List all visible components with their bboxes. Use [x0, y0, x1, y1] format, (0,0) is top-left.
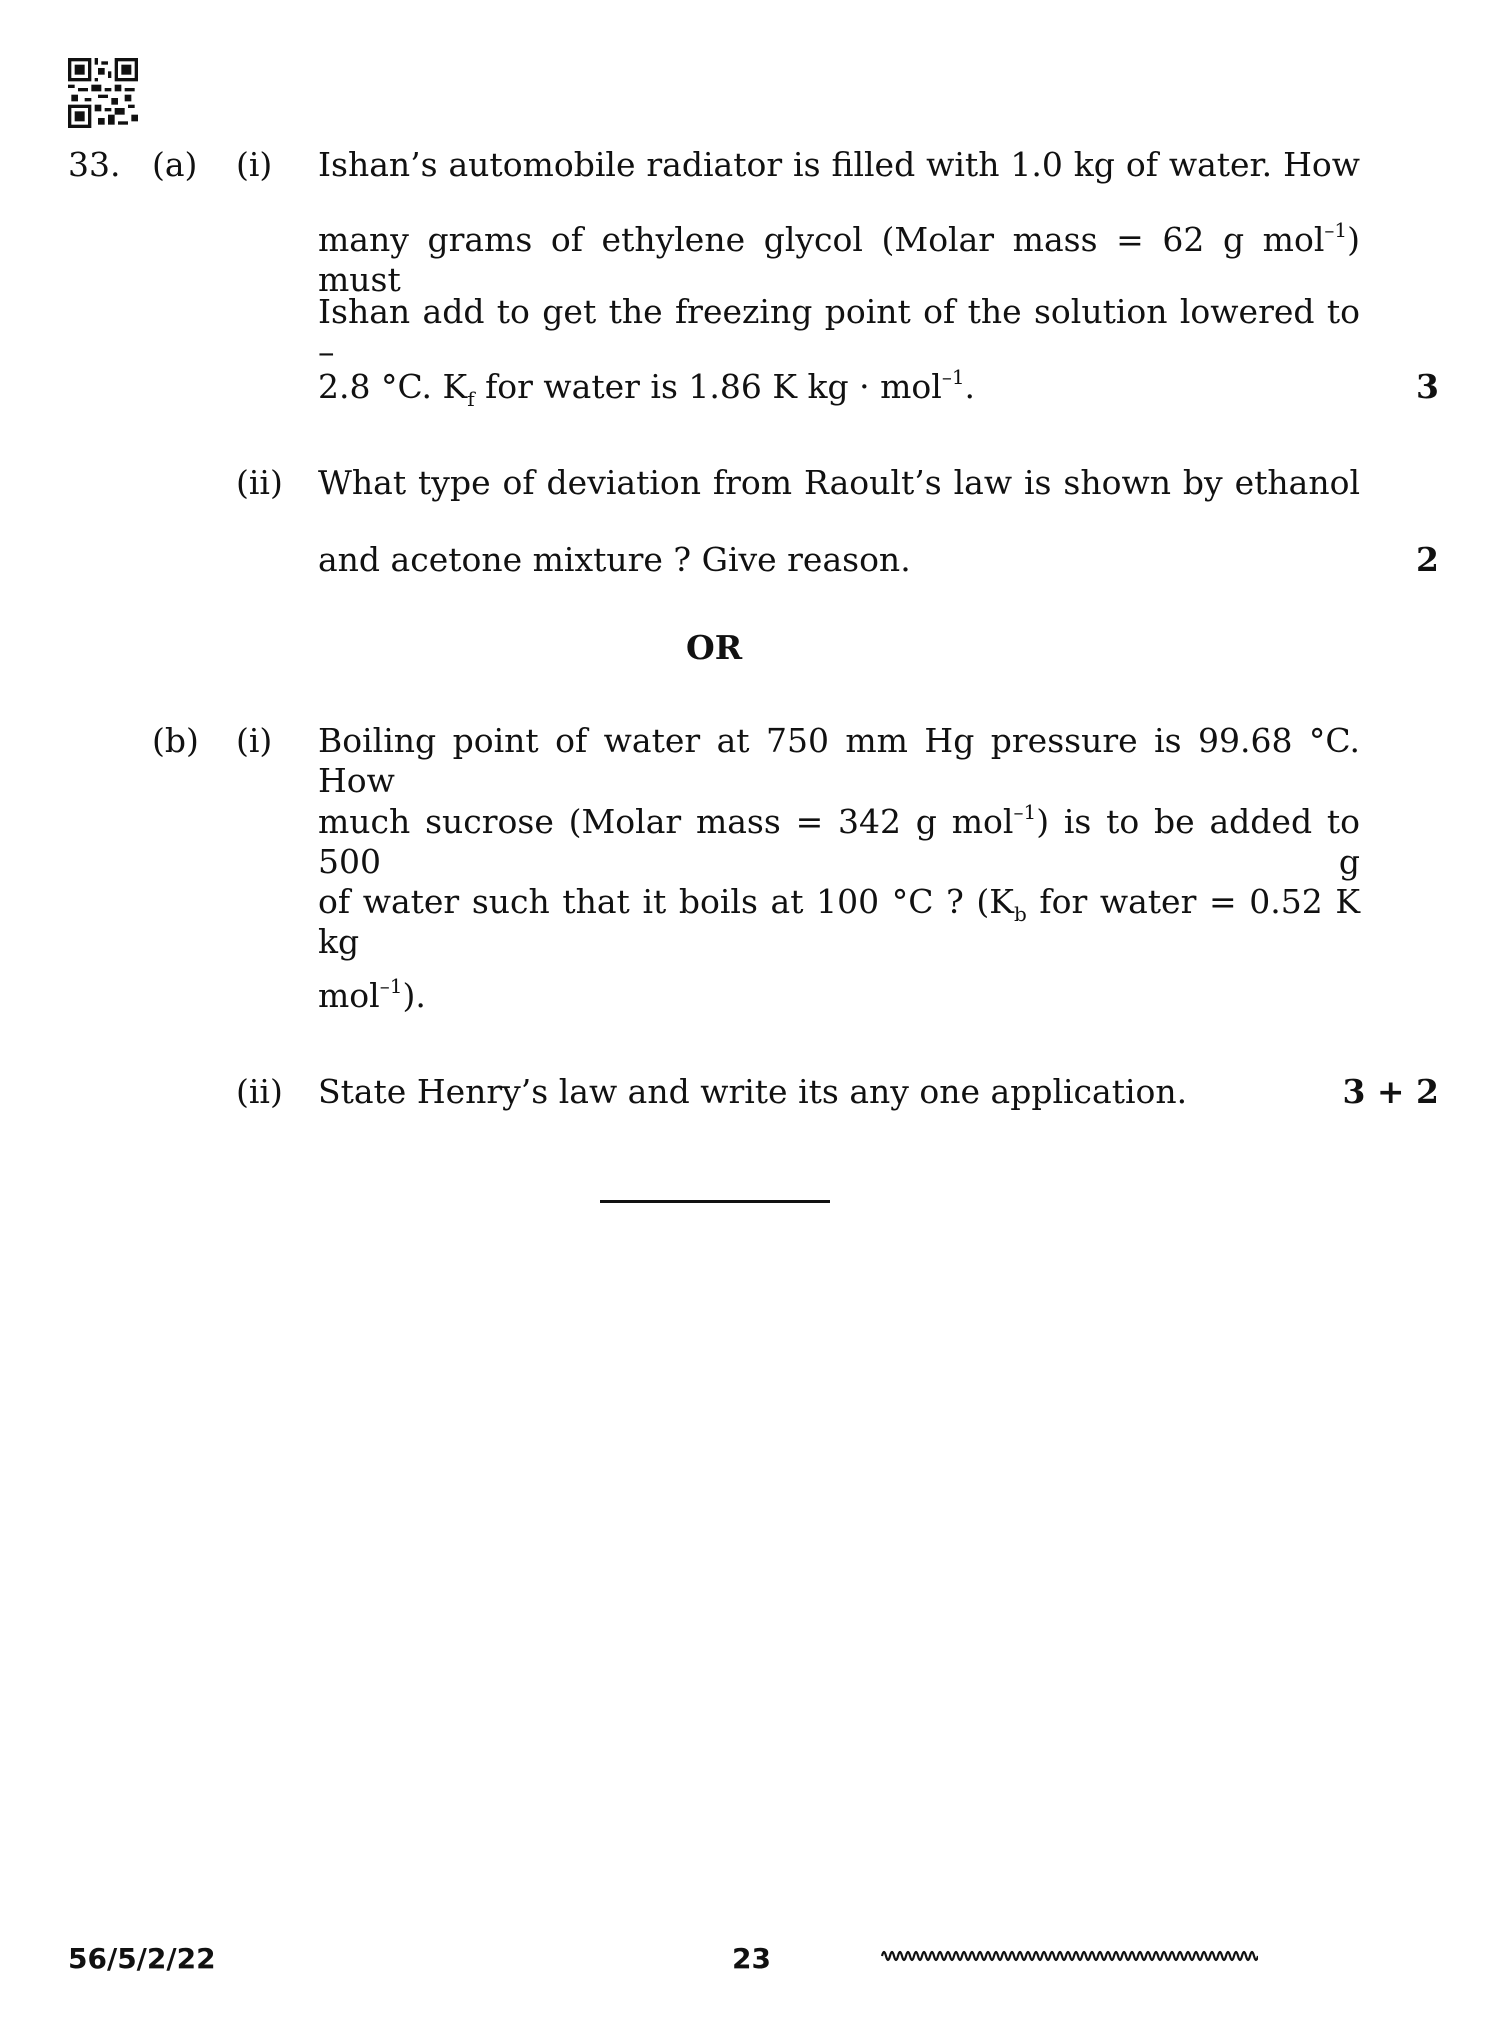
part-a-label: (a): [152, 145, 198, 184]
part-a-i-label: (i): [236, 145, 273, 184]
qr-code-icon: [68, 58, 138, 128]
part-b-ii-marks: 3 + 2: [1342, 1072, 1439, 1111]
part-b-i-label: (i): [236, 721, 273, 760]
footer-page-number: 23: [732, 1942, 771, 1975]
part-b-i-line-2: much sucrose (Molar mass = 342 g mol$^{-1}$) is to be added to 500 g: [318, 800, 1360, 881]
part-b-ii-label: (ii): [236, 1072, 283, 1111]
end-of-question-rule: [600, 1200, 830, 1203]
or-separator: OR: [686, 628, 743, 667]
part-a-ii-label: (ii): [236, 463, 283, 502]
part-a-i-marks: 3: [1416, 367, 1439, 406]
part-b-i-line-4: mol$^{-1}$).: [318, 974, 426, 1015]
part-a-i-line-4: 2.8 °C. $K_f$ for water is 1.86 K kg · mol$^{-1}$.: [318, 365, 976, 411]
part-a-i-line-1: Ishan’s automobile radiator is filled with 1.0 kg of water. How: [318, 145, 1360, 184]
wavy-line-icon: [880, 1945, 1258, 1967]
part-b-label: (b): [152, 721, 199, 760]
part-a-i-line-3: Ishan add to get the freezing point of the solution lowered to –: [318, 292, 1360, 371]
part-b-ii-line-1: State Henry’s law and write its any one application.: [318, 1072, 1188, 1111]
part-a-i-line-2: many grams of ethylene glycol (Molar mass = 62 g mol$^{-1}$) must: [318, 218, 1360, 299]
part-b-i-line-3: of water such that it boils at 100 °C ? ($K_b$ for water = 0.52 K kg: [318, 882, 1360, 961]
part-a-ii-marks: 2: [1416, 540, 1439, 579]
part-a-ii-line-1: What type of deviation from Raoult’s law is shown by ethanol: [318, 463, 1360, 502]
part-a-ii-line-2: and acetone mixture ? Give reason.: [318, 540, 911, 579]
part-b-i-line-1: Boiling point of water at 750 mm Hg pressure is 99.68 °C. How: [318, 721, 1360, 800]
footer-paper-code: 56/5/2/22: [68, 1942, 216, 1975]
question-number: 33.: [68, 145, 121, 184]
